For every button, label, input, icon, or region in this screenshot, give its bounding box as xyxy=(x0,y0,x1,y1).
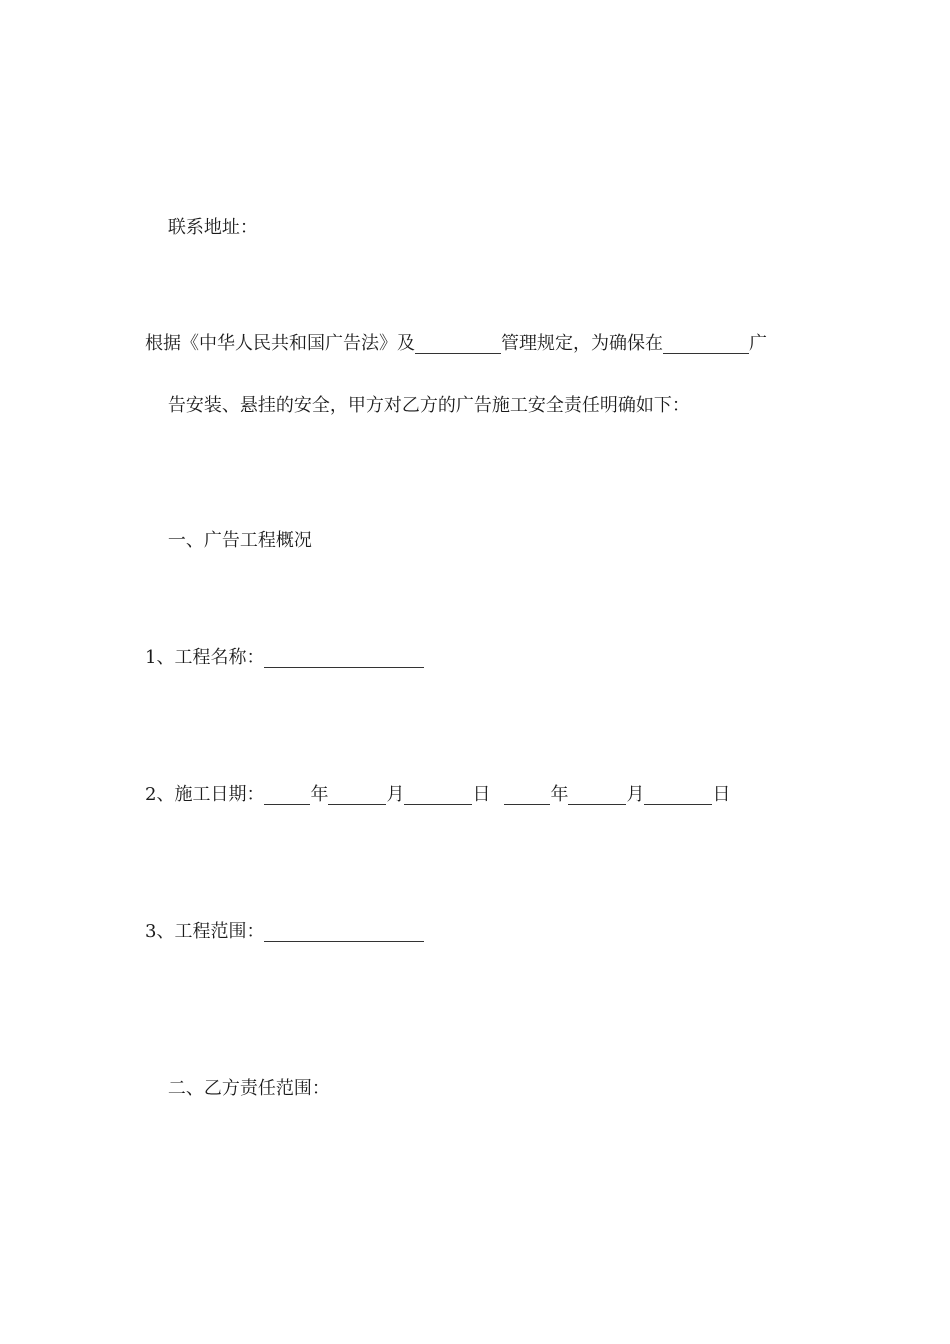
project-scope-blank[interactable] xyxy=(264,923,424,942)
location-blank[interactable] xyxy=(663,335,749,354)
construction-date-label: 2、施工日期： xyxy=(145,784,265,805)
project-scope-row xyxy=(145,922,424,942)
end-month-blank[interactable] xyxy=(568,786,626,805)
project-name-blank[interactable] xyxy=(264,649,424,668)
project-scope-label: 3、工程范围： xyxy=(145,921,265,942)
intro-paragraph-line-1 xyxy=(145,334,767,354)
start-day-blank[interactable] xyxy=(404,786,472,805)
start-year-label: 年 xyxy=(310,784,329,805)
start-month-label: 月 xyxy=(386,784,405,805)
regulation-blank[interactable] xyxy=(415,335,501,354)
construction-date-row xyxy=(145,785,730,805)
intro-paragraph-line-2: 告安装、悬挂的安全，甲方对乙方的广告施工安全责任明确如下： xyxy=(167,395,690,416)
end-day-blank[interactable] xyxy=(644,786,712,805)
intro-text-part-2: 管理规定，为确保在 xyxy=(501,333,663,354)
end-day-label: 日 xyxy=(712,784,731,805)
end-year-label: 年 xyxy=(550,784,569,805)
section-2-heading: 二、乙方责任范围： xyxy=(167,1078,330,1099)
start-month-blank[interactable] xyxy=(328,786,386,805)
intro-text-part-1: 根据《中华人民共和国广告法》及 xyxy=(145,333,415,354)
start-day-label: 日 xyxy=(472,784,491,805)
end-month-label: 月 xyxy=(626,784,645,805)
project-name-label: 1、工程名称： xyxy=(145,647,265,668)
contact-address-label: 联系地址： xyxy=(167,217,258,238)
section-1-heading: 一、广告工程概况 xyxy=(167,530,312,551)
start-year-blank[interactable] xyxy=(264,786,310,805)
intro-text-part-3: 广 xyxy=(749,333,767,354)
end-year-blank[interactable] xyxy=(504,786,550,805)
project-name-row xyxy=(145,648,424,668)
